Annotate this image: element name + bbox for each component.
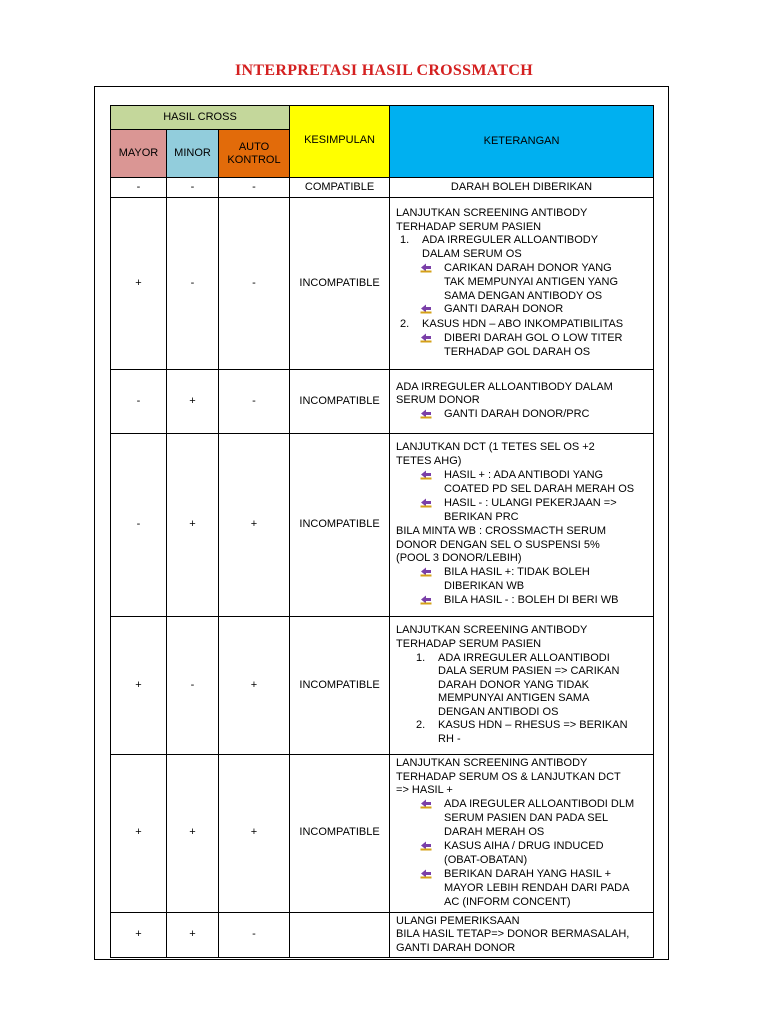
crossmatch-table bbox=[110, 105, 654, 958]
text-line: ADA IREGULER ALLOANTIBODI DLM bbox=[444, 797, 635, 810]
numbered-item bbox=[396, 719, 648, 733]
header-row-top bbox=[111, 106, 654, 130]
text-line: ULANGI PEMERIKSAAN bbox=[396, 914, 520, 927]
table-row bbox=[111, 617, 654, 755]
cell-auto: - bbox=[219, 370, 290, 434]
cell-kesimpulan: INCOMPATIBLE bbox=[290, 755, 390, 913]
text-line: LANJUTKAN SCREENING ANTIBODY bbox=[396, 757, 588, 769]
text-line: TERHADAP SERUM PASIEN bbox=[396, 637, 542, 650]
cell-auto: + bbox=[219, 617, 290, 755]
text-line: DARAH DONOR YANG TIDAK bbox=[438, 678, 590, 691]
text-line: SERUM PASIEN DAN PADA SEL bbox=[444, 812, 609, 825]
cell-auto: - bbox=[219, 198, 290, 370]
cell-minor: + bbox=[167, 755, 219, 913]
text-line: DALAM SERUM OS bbox=[422, 248, 522, 261]
arrow-bullet-icon bbox=[420, 303, 432, 314]
header-minor: MINOR bbox=[167, 130, 219, 178]
text-line: => HASIL + bbox=[396, 784, 453, 797]
text-line: ADA IRREGULER ALLOANTIBODI bbox=[438, 651, 610, 664]
text-line: LANJUTKAN SCREENING ANTIBODY bbox=[396, 624, 588, 637]
cell-keterangan bbox=[390, 912, 654, 958]
text-line: BERIKAN PRC bbox=[444, 511, 519, 524]
table-row bbox=[111, 370, 654, 434]
text-line: SERUM DONOR bbox=[396, 394, 480, 407]
text-line: ADA IRREGULER ALLOANTIBODY DALAM bbox=[396, 380, 613, 393]
table-row bbox=[111, 178, 654, 198]
cell-kesimpulan: COMPATIBLE bbox=[290, 178, 390, 198]
table-row bbox=[111, 434, 654, 617]
bullet-item bbox=[396, 497, 648, 512]
arrow-bullet-icon bbox=[420, 332, 432, 343]
header-kesimpulan: KESIMPULAN bbox=[290, 106, 390, 178]
cell-mayor: - bbox=[111, 178, 167, 198]
cell-kesimpulan: INCOMPATIBLE bbox=[290, 198, 390, 370]
text-line: HASIL + : ADA ANTIBODI YANG bbox=[444, 468, 604, 481]
cell-minor: - bbox=[167, 198, 219, 370]
cell-keterangan bbox=[390, 617, 654, 755]
cell-mayor: + bbox=[111, 617, 167, 755]
item-number: 1. bbox=[400, 234, 410, 247]
text-line: TETES AHG) bbox=[396, 455, 462, 468]
arrow-bullet-icon bbox=[420, 497, 432, 508]
header-mayor: MAYOR bbox=[111, 130, 167, 178]
text-line: KASUS HDN – RHESUS => BERIKAN bbox=[438, 719, 628, 732]
bullet-item bbox=[396, 798, 648, 813]
cell-auto: - bbox=[219, 912, 290, 958]
cell-minor: + bbox=[167, 370, 219, 434]
cell-mayor: + bbox=[111, 912, 167, 958]
text-line: HASIL - : ULANGI PEKERJAAN => bbox=[444, 496, 617, 509]
text-line: TAK MEMPUNYAI ANTIGEN YANG bbox=[444, 276, 619, 289]
header-auto-line: AUTO bbox=[238, 140, 270, 153]
text-line: DALA SERUM PASIEN => CARIKAN bbox=[438, 665, 620, 678]
bullet-item bbox=[396, 594, 648, 609]
text-line: RH - bbox=[438, 733, 461, 746]
numbered-item bbox=[396, 234, 648, 248]
cell-keterangan bbox=[390, 755, 654, 913]
cell-auto: + bbox=[219, 434, 290, 617]
cell-mayor: + bbox=[111, 755, 167, 913]
arrow-bullet-icon bbox=[420, 798, 432, 809]
text-line: DIBERIKAN WB bbox=[444, 580, 525, 593]
cell-mayor: - bbox=[111, 434, 167, 617]
bullet-item bbox=[396, 840, 648, 855]
page-title: INTERPRETASI HASIL CROSSMATCH bbox=[235, 62, 533, 79]
header-auto-kontrol bbox=[219, 130, 290, 178]
cell-mayor: - bbox=[111, 370, 167, 434]
cell-auto: - bbox=[219, 178, 290, 198]
text-line: (POOL 3 DONOR/LEBIH) bbox=[396, 552, 522, 565]
item-number: 2. bbox=[416, 719, 426, 732]
text-line: BILA HASIL TETAP=> DONOR BERMASALAH, bbox=[396, 928, 630, 941]
text-line: TERHADAP SERUM OS & LANJUTKAN DCT bbox=[396, 770, 621, 783]
bullet-item bbox=[396, 262, 648, 277]
cell-minor: + bbox=[167, 434, 219, 617]
text-line: DARAH MERAH OS bbox=[444, 825, 545, 838]
cell-auto: + bbox=[219, 755, 290, 913]
cell-keterangan bbox=[390, 434, 654, 617]
text-line: GANTI DARAH DONOR bbox=[396, 941, 516, 954]
bullet-item bbox=[396, 332, 648, 347]
text-line: SAMA DENGAN ANTIBODY OS bbox=[444, 289, 603, 302]
table-row bbox=[111, 912, 654, 958]
bullet-item bbox=[396, 469, 648, 484]
cell-keterangan bbox=[390, 370, 654, 434]
text-line: TERHADAP GOL DARAH OS bbox=[444, 346, 591, 359]
arrow-bullet-icon bbox=[420, 262, 432, 273]
cell-mayor: + bbox=[111, 198, 167, 370]
arrow-bullet-icon bbox=[420, 868, 432, 879]
header-kontrol-line: KONTROL bbox=[227, 153, 281, 166]
text-line: DONOR DENGAN SEL O SUSPENSI 5% bbox=[396, 538, 600, 551]
text-line: MEMPUNYAI ANTIGEN SAMA bbox=[438, 692, 590, 705]
cell-keterangan: DARAH BOLEH DIBERIKAN bbox=[390, 178, 654, 198]
text-line: ADA IRREGULER ALLOANTIBODY bbox=[422, 234, 599, 247]
bullet-item bbox=[396, 303, 648, 318]
item-number: 2. bbox=[400, 317, 410, 330]
cell-keterangan bbox=[390, 198, 654, 370]
cell-kesimpulan: INCOMPATIBLE bbox=[290, 434, 390, 617]
text-line: (OBAT-OBATAN) bbox=[444, 854, 528, 867]
text-line: GANTI DARAH DONOR/PRC bbox=[444, 407, 590, 420]
text-line: AC (INFORM CONCENT) bbox=[444, 895, 571, 908]
header-hasil-cross: HASIL CROSS bbox=[111, 106, 290, 130]
text-line: DENGAN ANTIBODI OS bbox=[438, 705, 559, 718]
arrow-bullet-icon bbox=[420, 594, 432, 605]
text-line: KASUS HDN – ABO INKOMPATIBILITAS bbox=[422, 317, 624, 330]
cell-kesimpulan bbox=[290, 912, 390, 958]
text-line: COATED PD SEL DARAH MERAH OS bbox=[444, 483, 635, 496]
cell-kesimpulan: INCOMPATIBLE bbox=[290, 370, 390, 434]
numbered-item bbox=[396, 318, 648, 332]
text-line: TERHADAP SERUM PASIEN bbox=[396, 220, 542, 233]
text-line: MAYOR LEBIH RENDAH DARI PADA bbox=[444, 882, 630, 895]
bullet-item bbox=[396, 408, 648, 423]
bullet-item bbox=[396, 566, 648, 581]
text-line: KASUS AIHA / DRUG INDUCED bbox=[444, 839, 604, 852]
text-line: BERIKAN DARAH YANG HASIL + bbox=[444, 867, 612, 880]
text-line: LANJUTKAN SCREENING ANTIBODY bbox=[396, 207, 588, 220]
table-row bbox=[111, 198, 654, 370]
cell-minor: - bbox=[167, 617, 219, 755]
arrow-bullet-icon bbox=[420, 408, 432, 419]
item-number: 1. bbox=[416, 651, 426, 664]
text-line: DIBERI DARAH GOL O LOW TITER bbox=[444, 331, 623, 344]
text-line: BILA HASIL +: TIDAK BOLEH bbox=[444, 565, 590, 578]
text-line: GANTI DARAH DONOR bbox=[444, 303, 564, 316]
arrow-bullet-icon bbox=[420, 566, 432, 577]
cell-minor: - bbox=[167, 178, 219, 198]
arrow-bullet-icon bbox=[420, 469, 432, 480]
text-line: BILA HASIL - : BOLEH DI BERI WB bbox=[444, 593, 619, 606]
text-line: BILA MINTA WB : CROSSMACTH SERUM bbox=[396, 525, 607, 537]
cell-kesimpulan: INCOMPATIBLE bbox=[290, 617, 390, 755]
header-keterangan: KETERANGAN bbox=[390, 106, 654, 178]
text-line: CARIKAN DARAH DONOR YANG bbox=[444, 261, 612, 274]
numbered-item bbox=[396, 652, 648, 666]
cell-minor: + bbox=[167, 912, 219, 958]
bullet-item bbox=[396, 868, 648, 883]
arrow-bullet-icon bbox=[420, 840, 432, 851]
table-row bbox=[111, 755, 654, 913]
text-line: LANJUTKAN DCT (1 TETES SEL OS +2 bbox=[396, 441, 595, 454]
